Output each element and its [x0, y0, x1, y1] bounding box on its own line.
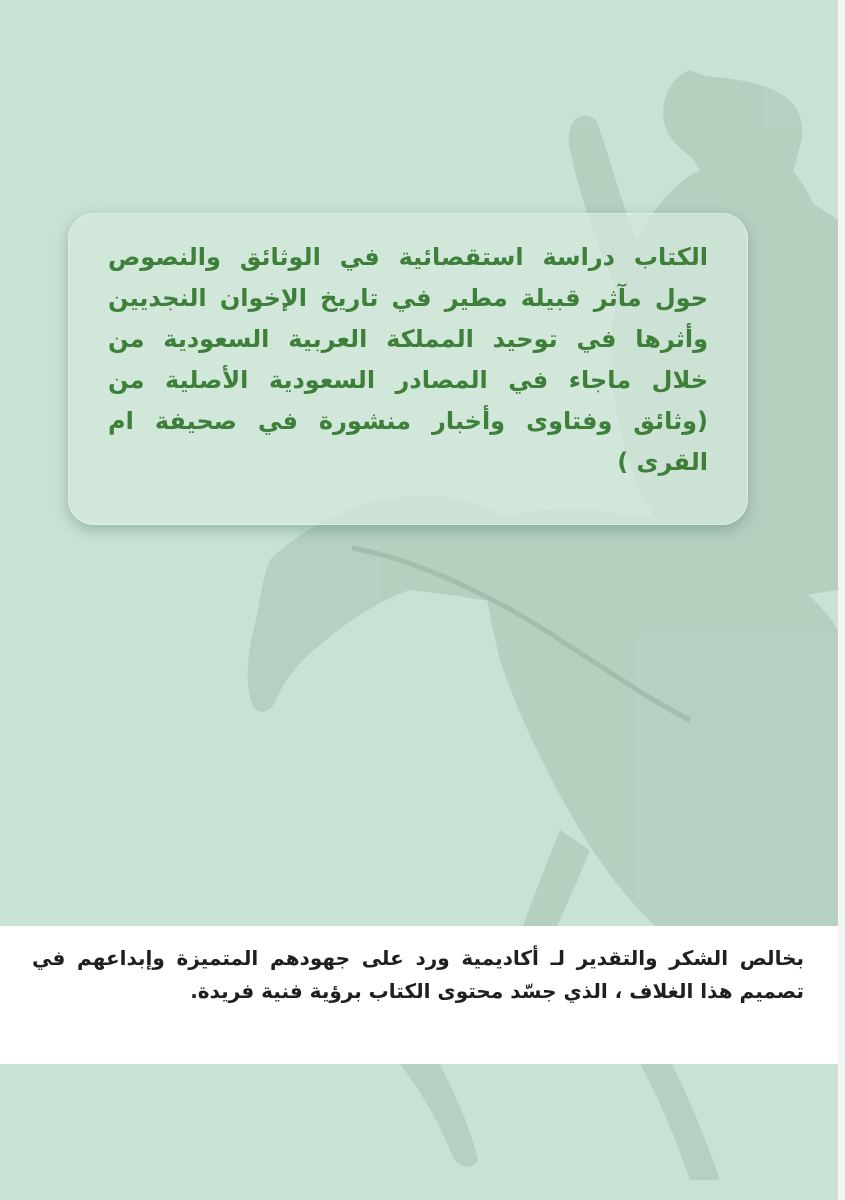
book-description-text: الكتاب دراسة استقصائية في الوثائق والنصوص حول مآثر قبيلة مطير في تاريخ الإخوان النجديين وأثرها في توحيد المملكة العربية السعودية من خلال ماجاء في المصادر السعودية الأصلية من (وثائق وفتاوى وأخبار منشورة في صحيفة ام القرى ) — [108, 243, 708, 476]
page-edge — [838, 0, 845, 1200]
book-description-box — [68, 213, 748, 525]
acknowledgement-band — [0, 926, 838, 1064]
acknowledgement-text: بخالص الشكر والتقدير لـ أكاديمية ورد على جهودهم المتميزة وإبداعهم في تصميم هذا الغلاف ، الذي جسّد محتوى الكتاب برؤية فنية فريدة. — [32, 946, 804, 1003]
